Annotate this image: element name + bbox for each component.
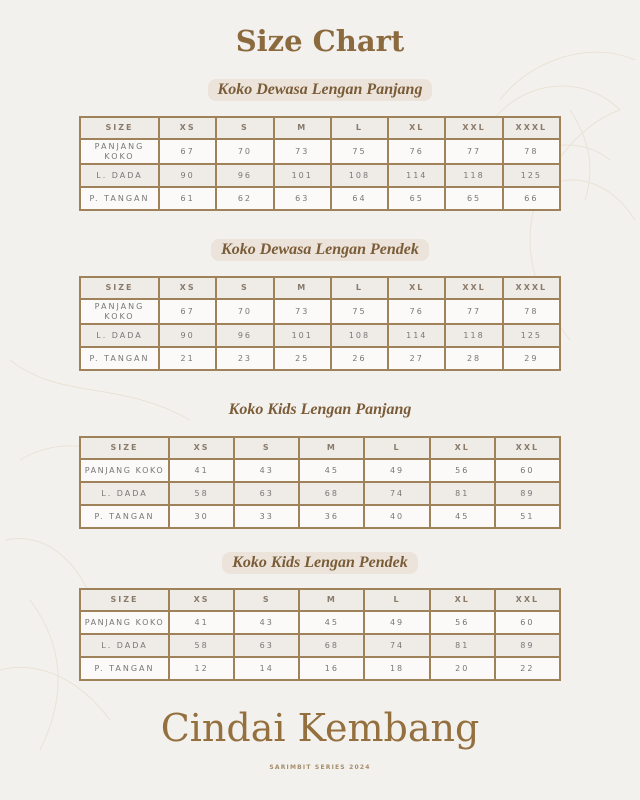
- table-row: [80, 324, 560, 347]
- table-cell: 77: [445, 139, 502, 164]
- header-cell: XXL: [495, 437, 560, 459]
- header-cell: XXL: [445, 277, 502, 299]
- header-cell: XXL: [495, 589, 560, 611]
- header-cell: XS: [159, 277, 216, 299]
- table-cell: 56: [430, 611, 495, 634]
- row-label: P. TANGAN: [80, 347, 159, 370]
- table-cell: 73: [274, 139, 331, 164]
- header-cell: XXL: [445, 117, 502, 139]
- row-label: L. DADA: [80, 634, 169, 657]
- table-cell: 49: [364, 611, 429, 634]
- table-cell: 66: [503, 187, 560, 210]
- table-cell: 78: [503, 139, 560, 164]
- row-label: P. TANGAN: [80, 505, 169, 528]
- table-cell: 73: [274, 299, 331, 324]
- table-cell: 16: [299, 657, 364, 680]
- table-cell: 41: [169, 459, 234, 482]
- table-cell: 77: [445, 299, 502, 324]
- header-cell: M: [299, 589, 364, 611]
- header-cell: XS: [169, 589, 234, 611]
- table-cell: 90: [159, 324, 216, 347]
- table-row: [80, 139, 560, 164]
- table-cell: 23: [216, 347, 273, 370]
- table-cell: 20: [430, 657, 495, 680]
- header-cell: M: [274, 277, 331, 299]
- table-cell: 81: [430, 482, 495, 505]
- table-row: [80, 299, 560, 324]
- table-row: [80, 187, 560, 210]
- table-cell: 64: [331, 187, 388, 210]
- header-cell: L: [364, 589, 429, 611]
- table-cell: 56: [430, 459, 495, 482]
- table-cell: 67: [159, 139, 216, 164]
- table-cell: 96: [216, 324, 273, 347]
- header-cell: XL: [430, 437, 495, 459]
- table-cell: 125: [503, 324, 560, 347]
- table-cell: 41: [169, 611, 234, 634]
- table-cell: 125: [503, 164, 560, 187]
- section-heading-wrap: [0, 399, 640, 421]
- table-cell: 67: [159, 299, 216, 324]
- table-row: [80, 505, 560, 528]
- section-title-kids-panjang: Koko Kids Lengan Panjang: [228, 401, 412, 418]
- header-cell: S: [216, 117, 273, 139]
- table-cell: 29: [503, 347, 560, 370]
- table-row: [80, 164, 560, 187]
- table-cell: 58: [169, 634, 234, 657]
- table-row: [80, 611, 560, 634]
- section-title-dewasa-panjang: Koko Dewasa Lengan Panjang: [208, 79, 433, 101]
- table-cell: 60: [495, 611, 560, 634]
- header-cell: S: [216, 277, 273, 299]
- row-label: L. DADA: [80, 164, 159, 187]
- table-cell: 70: [216, 139, 273, 164]
- table-cell: 26: [331, 347, 388, 370]
- size-table-dewasa-panjang: [79, 116, 561, 211]
- table-cell: 30: [169, 505, 234, 528]
- brand-tagline: SARIMBIT SERIES 2024: [269, 764, 371, 771]
- table-cell: 118: [445, 324, 502, 347]
- size-table-kids-pendek: [79, 588, 561, 681]
- table-cell: 45: [299, 611, 364, 634]
- header-cell: SIZE: [80, 589, 169, 611]
- table-cell: 14: [234, 657, 299, 680]
- header-cell: XXXL: [503, 277, 560, 299]
- table-cell: 61: [159, 187, 216, 210]
- table-cell: 75: [331, 139, 388, 164]
- row-label: PANJANG KOKO: [80, 459, 169, 482]
- table-cell: 22: [495, 657, 560, 680]
- table-cell: 74: [364, 634, 429, 657]
- header-cell: XS: [169, 437, 234, 459]
- table-cell: 65: [388, 187, 445, 210]
- table-cell: 43: [234, 459, 299, 482]
- section-heading-wrap: [0, 552, 640, 574]
- table-cell: 51: [495, 505, 560, 528]
- table-cell: 58: [169, 482, 234, 505]
- table-cell: 90: [159, 164, 216, 187]
- table-cell: 63: [234, 634, 299, 657]
- header-cell: L: [364, 437, 429, 459]
- table-cell: 21: [159, 347, 216, 370]
- brand-logo-text: Cindai Kembang: [160, 706, 480, 750]
- table-row: [80, 634, 560, 657]
- table-cell: 63: [274, 187, 331, 210]
- table-cell: 96: [216, 164, 273, 187]
- header-cell: M: [274, 117, 331, 139]
- header-cell: L: [331, 277, 388, 299]
- table-cell: 45: [430, 505, 495, 528]
- header-cell: XS: [159, 117, 216, 139]
- table-cell: 76: [388, 139, 445, 164]
- table-row: [80, 482, 560, 505]
- row-label: PANJANG KOKO: [80, 299, 159, 324]
- table-cell: 78: [503, 299, 560, 324]
- table-cell: 18: [364, 657, 429, 680]
- row-label: PANJANG KOKO: [80, 611, 169, 634]
- header-cell: S: [234, 437, 299, 459]
- table-cell: 70: [216, 299, 273, 324]
- table-cell: 62: [216, 187, 273, 210]
- table-cell: 65: [445, 187, 502, 210]
- section-heading-wrap: [0, 79, 640, 101]
- table-cell: 36: [299, 505, 364, 528]
- table-cell: 45: [299, 459, 364, 482]
- header-cell: SIZE: [80, 437, 169, 459]
- table-cell: 27: [388, 347, 445, 370]
- row-label: PANJANG KOKO: [80, 139, 159, 164]
- size-table-kids-panjang: [79, 436, 561, 529]
- row-label: L. DADA: [80, 482, 169, 505]
- table-cell: 63: [234, 482, 299, 505]
- header-cell: S: [234, 589, 299, 611]
- page-title: Size Chart: [235, 24, 405, 58]
- table-cell: 68: [299, 634, 364, 657]
- table-cell: 101: [274, 164, 331, 187]
- row-label: P. TANGAN: [80, 657, 169, 680]
- table-cell: 43: [234, 611, 299, 634]
- header-cell: XXXL: [503, 117, 560, 139]
- table-cell: 114: [388, 324, 445, 347]
- table-cell: 74: [364, 482, 429, 505]
- table-row: [80, 657, 560, 680]
- size-table-dewasa-pendek: [79, 276, 561, 371]
- table-cell: 75: [331, 299, 388, 324]
- header-cell: XL: [430, 589, 495, 611]
- table-cell: 49: [364, 459, 429, 482]
- table-row: [80, 459, 560, 482]
- table-cell: 81: [430, 634, 495, 657]
- table-cell: 89: [495, 634, 560, 657]
- table-row: [80, 347, 560, 370]
- table-cell: 89: [495, 482, 560, 505]
- header-cell: L: [331, 117, 388, 139]
- row-label: P. TANGAN: [80, 187, 159, 210]
- table-cell: 76: [388, 299, 445, 324]
- table-cell: 28: [445, 347, 502, 370]
- table-header-row: [80, 589, 560, 611]
- table-cell: 33: [234, 505, 299, 528]
- section-title-dewasa-pendek: Koko Dewasa Lengan Pendek: [211, 239, 429, 261]
- header-cell: SIZE: [80, 117, 159, 139]
- header-cell: M: [299, 437, 364, 459]
- section-heading-wrap: [0, 239, 640, 261]
- header-cell: XL: [388, 117, 445, 139]
- row-label: L. DADA: [80, 324, 159, 347]
- table-cell: 108: [331, 164, 388, 187]
- table-cell: 101: [274, 324, 331, 347]
- table-header-row: [80, 277, 560, 299]
- table-cell: 108: [331, 324, 388, 347]
- header-cell: XL: [388, 277, 445, 299]
- section-title-kids-pendek: Koko Kids Lengan Pendek: [222, 552, 418, 574]
- table-cell: 60: [495, 459, 560, 482]
- table-cell: 25: [274, 347, 331, 370]
- table-cell: 12: [169, 657, 234, 680]
- table-cell: 114: [388, 164, 445, 187]
- table-cell: 68: [299, 482, 364, 505]
- table-cell: 118: [445, 164, 502, 187]
- header-cell: SIZE: [80, 277, 159, 299]
- table-header-row: [80, 437, 560, 459]
- table-header-row: [80, 117, 560, 139]
- table-cell: 40: [364, 505, 429, 528]
